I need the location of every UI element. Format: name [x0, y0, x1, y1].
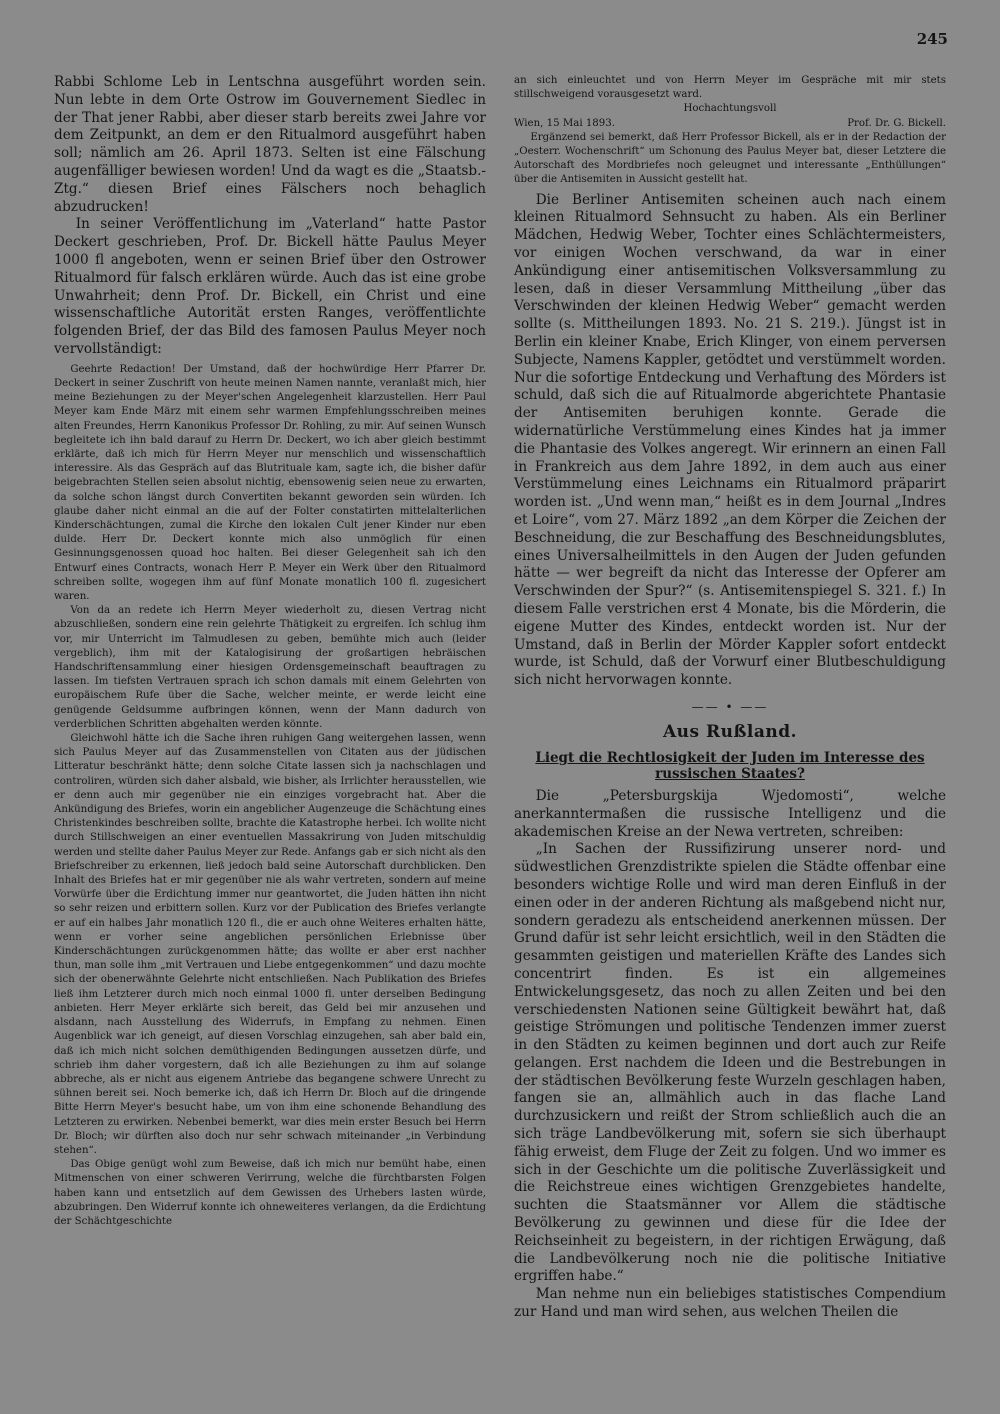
- right-paragraph-4: Man nehme nun ein beliebiges statistisches Compendium zur Hand und man wird sehen, aus welchen Theilen die: [514, 1286, 946, 1321]
- letter-paragraph-3: Gleichwohl hätte ich die Sache ihren ruhigen Gang weitergehen lassen, wenn sich Paulus Meyer auf das Zusammenstellen von Citaten aus der jüdischen Litteratur beschränkt hätte; denn solche Citate lassen sich ja nachschlagen und controliren, würden sich daher alsbald, wie bisher, als Irrlichter herausstellen, wie er denn auch mir gegenüber nie ein einziges vorgebracht hat. Aber die Ankündigung des Briefes, worin ein angeblicher Augenzeuge die Schächtung eines Christenkindes beschreiben sollte, brachte die Katastrophe herbei. Ich wollte nicht durch Stillschweigen an einer eventuellen Massakrirung von Juden mitschuldig werden und stellte daher Paulus Meyer zur Rede. Anfangs gab er sich nicht als den Briefschreiber zu erkennen, ließ jedoch bald seine Autorschaft durchblicken. Den Inhalt des Briefes hat er mir gegenüber nie als wahr vertreten, sondern auf meine Vorwürfe über die Erdichtung immer nur geantwortet, die Juden hätten ihn nicht so sehr reizen und erbittern sollen. Kurz vor der Publication des Briefes verlangte er auf ein halbes Jahr monatlich 120 fl., die er auch ohne Weiteres erhalten hätte, wenn er vorher seine angeblichen persönlichen Erlebnisse über Kinderschächtungen zurückgenommen hätte; das wollte er aber erst nachher thun, man solle ihm „mit Vertrauen und Liebe entgegenkommen“ und dazu mochte sich der obenerwähnte Gelehrte nicht entschließen. Nach Publikation des Briefes ließ ihm Letzterer durch mich noch einmal 1000 fl. unter derselben Bedingung anbieten. Herr Meyer erklärte sich bereit, das Geld bei mir anzusehen und alsdann, nach Ausstellung des Widerrufs, in Empfang zu nehmen. Einen Augenblick war ich geneigt, auf diesen Vorschlag einzugehen, sah aber bald ein, daß ich mich nicht solchen demüthigenden Bedingungen aussetzen dürfe, und schrieb ihm daher vorgestern, daß ich alle Beziehungen zu ihm auf solange abbreche, als er nicht aus eigenem Antriebe das begangene schwere Unrecht zu sühnen bereit sei. Noch bemerke ich, daß ich Herrn Dr. Bloch auf die dringende Bitte Herrn Meyer's besucht habe, um von ihm eine schonende Behandlung des Letzteren zu erwirken. Nebenbei bemerkt, war dies mein erster Besuch bei Herrn Dr. Bloch; wir dürften also doch nur sehr schwach miteinander „in Verbindung stehen“.: [54, 733, 486, 1156]
- letter-closing: Hochachtungsvoll: [683, 103, 777, 115]
- section-heading: Aus Rußland.: [662, 721, 798, 742]
- signature-name: Prof. Dr. G. Bickell.: [847, 117, 946, 129]
- letter-paragraph-2: Von da an redete ich Herrn Meyer wiederholt zu, diesen Vertrag nicht abzuschließen, sondern eine rein gelehrte Thätigkeit zu ergreifen. Ich schlug ihm vor, mir Unterricht im Talmudlesen zu geben, bemühte mich auch (leider vergeblich), ihm mit der Katalogisirung der großartigen hebräischen Handschriftensammlung einer hiesigen Ordensgemeinschaft beauftragen zu lassen. Im tiefsten Vertrauen sprach ich schon damals mit einem Gelehrten von europäischem Rufe über die Sache, welcher meinte, er werde leicht eine genügende Geldsumme aufbringen können, wenn der Mann dadurch von verderblichen Schritten abgehalten werden könnte.: [54, 605, 486, 730]
- letter-paragraph-1: Geehrte Redaction! Der Umstand, daß der hochwürdige Herr Pfarrer Dr. Deckert in seiner Zuschrift von heute meinen Namen nannte, veranlaßt mich, hier meine Beziehungen zu der Meyer'schen Angelegenheit klarzustellen. Herr Paul Meyer kam Ende März mit einem sehr warmen Empfehlungsschreiben meines alten Freundes, Herrn Kanonikus Professor Dr. Rohling, zu mir. Auf seinen Wunsch begleitete ich ihn bald darauf zu Herrn Dr. Deckert, wo ich aber gleich bestimmt erklärte, daß ich mich für Herrn Meyer nur menschlich und wissenschaftlich interessire. Als das Gespräch auf das Blutrituale kam, sagte ich, die bisher dafür beigebrachten Stellen seien absolut nichtig, ebensowenig seien neue zu erwarten, da solche schon längst durch Convertiten bekannt geworden sein würden. Ich glaube daher nicht einmal an die auf der Folter constatirten mittelalterlichen Kinderschächtungen, zumal die Kirche den lokalen Cult jener Kinder nur eben dulde. Herr Dr. Deckert konnte mich also unmöglich für einen Gesinnungsgenossen quoad hoc halten. Bei dieser Gelegenheit sah ich den Entwurf eines Contracts, wonach Herr P. Meyer ein Werk über den Ritualmord schreiben sollte, wogegen ihm auf fünf Monate monatlich 100 fl. zugesichert waren.: [54, 363, 486, 602]
- letter-paragraph-4: Das Obige genügt wohl zum Beweise, daß ich mich nur bemüht habe, einen Mitmenschen von einer schweren Verirrung, welche die fürchtbarsten Folgen haben kann und entsetzlich auf dem Gewissen des Urhebers lasten würde, abzubringen. Den Widerruf konnte ich ohneweiteres verlangen, da die Erdichtung der Schächtgeschichte: [54, 1159, 486, 1227]
- page-number: 245: [916, 30, 948, 48]
- section-subheading: Liegt die Rechtlosigkeit der Juden im Interesse des russischen Staates?: [535, 749, 925, 782]
- left-paragraph-1: Rabbi Schlome Leb in Lentschna ausgeführt worden sein. Nun lebte in dem Orte Ostrow im Gouvernement Siedlec in der That jener Rabbi, aber dieser starb bereits zwei Jahre vor dem Zeitpunkt, an dem er den Ritualmord ausgeführt haben soll; nämlich am 26. April 1873. Selten ist eine Fälschung augenfälliger bewiesen worden! Und da wagt es die „Staatsb.-Ztg.“ diesen Brief eines Fälschers noch behaglich abzudrucken!: [54, 74, 487, 215]
- right-paragraph-1: Die Berliner Antisemiten scheinen auch nach einem kleinen Ritualmord Sehnsucht zu haben. Als ein Berliner Mädchen, Hedwig Weber, Tochter eines Schlächtermeisters, vor einigen Wochen verschwand, da war in einer Ankündigung einer antisemitischen Volksversammlung zu lesen, daß in dieser Versammlung Mittheilung „über das Verschwinden der kleinen Hedwig Weber“ gemacht werden sollte (s. Mittheilungen 1893. No. 21 S. 219.). Jüngst ist in Berlin ein kleiner Knabe, Erich Klinger, von einem perversen Subjecte, Namens Kappler, getödtet und verstümmelt worden. Nur die sofortige Entdeckung und Verhaftung des Mörders ist schuld, daß sich die auf Ritualmorde abgerichtete Phantasie der Antisemiten beruhigen konnte. Gerade die widernatürliche Verstümmelung eines Kindes hat ja immer die Phantasie des Volkes angeregt. Wir erinnern an einen Fall in Frankreich aus dem Jahre 1892, in dem auch aus einer Verstümmelung eines Leichnams ein Ritualmord präparirt worden ist. „Und wenn man,“ heißt es in dem Journal „Indres et Loire“, vom 27. März 1892 „an dem Körper die Zeichen der Beschneidung, die zur Beschaffung des Beschneidungsblutes, eines Universalheilmittels in den Augen der Juden gefunden hätte — wer begreift da nicht das Interesse der Opferer am Verschwinden der Spur?“ (s. Antisemitenspiegel S. 321. f.) In diesem Falle verstrichen erst 4 Monate, bis die Mörderin, die eigene Mutter des Kindes, entdeckt worden ist. Nur der Umstand, daß in Berlin der Mörder Kappler sofort entdeckt wurde, ist Schuld, daß der Vorwurf einer Blutbeschuldigung sich nicht hervorwagen konnte.: [514, 191, 946, 689]
- section-separator: —— • ——: [691, 699, 769, 714]
- left-column: [54, 74, 486, 1229]
- right-column: [514, 74, 946, 1322]
- letter-signature: [514, 117, 946, 131]
- letter-paragraph-5: an sich einleuchtet und von Herrn Meyer im Gespräche mit mir stets stillschweigend vorausgesetzt ward.: [514, 75, 946, 101]
- right-paragraph-2: Die „Petersburgskija Wjedomosti“, welche anerkanntermaßen die russische Intelligenz und die akademischen Kreise an der Newa vertreten, schreiben:: [514, 787, 946, 840]
- bickell-letter: [54, 363, 486, 1229]
- signature-place-date: Wien, 15 Mai 1893.: [514, 117, 615, 129]
- left-paragraph-2: In seiner Veröffentlichung im „Vaterland“ hatte Pastor Deckert geschrieben, Prof. Dr. Bickell hätte Paulus Meyer 1000 fl angeboten, wenn er seinen Brief über den Ostrower Ritualmord für falsch erklären würde. Auch das ist eine grobe Unwahrheit; denn Prof. Dr. Bickell, ein Christ und eine wissenschaftliche Autorität ersten Ranges, veröffentlichte folgenden Brief, der das Bild des famosen Paulus Meyer noch vervollständigt:: [54, 216, 486, 357]
- editor-note: Ergänzend sei bemerkt, daß Herr Professor Bickell, als er in der Redaction der „Oesterr. Wochenschrift“ um Schonung des Paulus Meyer bat, dieser Letztere die Autorschaft des Mordbriefes noch geleugnet und interessante „Enthüllungen“ über die Antisemiten in Aussicht gestellt hat.: [514, 131, 946, 186]
- right-paragraph-3: „In Sachen der Russifizirung unserer nord- und südwestlichen Grenzdistrikte spielen die Städte offenbar eine besonders wichtige Rolle und wird man deren Einfluß in der einen oder in der anderen Richtung als maßgebend nicht nur, sondern geradezu als entscheidend anerkennen müssen. Der Grund dafür ist sehr leicht ersichtlich, weil in den Städten die gesammten geistigen und materiellen Kräfte des Landes sich concentrirt finden. Es ist ein allgemeines Entwickelungsgesetz, das noch zu allen Zeiten und bei den verschiedensten Nationen seine Gültigkeit bewährt hat, daß geistige Strömungen und politische Tendenzen immer zuerst in den Städten zu keimen beginnen und dort auch zur Reife gelangen. Erst nachdem die Ideen und die Bestrebungen in der städtischen Bevölkerung feste Wurzeln geschlagen haben, fangen sie an, allmählich auch in das flache Land durchzusickern und reißt der Strom schließlich auch die an sich träge Landbevölkerung mit, sofern sie sich überhaupt fähig erweist, dem Fluge der Zeit zu folgen. Und wo immer es sich in der Geschichte um die politische Zuverlässigkeit und die Reichstreue eines wichtigen Grenzgebietes handelte, suchten die Staatsmänner vor Allem die städtische Bevölkerung zu gewinnen und diese für die Idee der Reichseinheit zu begeistern, in der richtigen Erwägung, daß die Landbevölkerung noch nie die politische Initiative ergriffen habe.“: [514, 841, 946, 1285]
